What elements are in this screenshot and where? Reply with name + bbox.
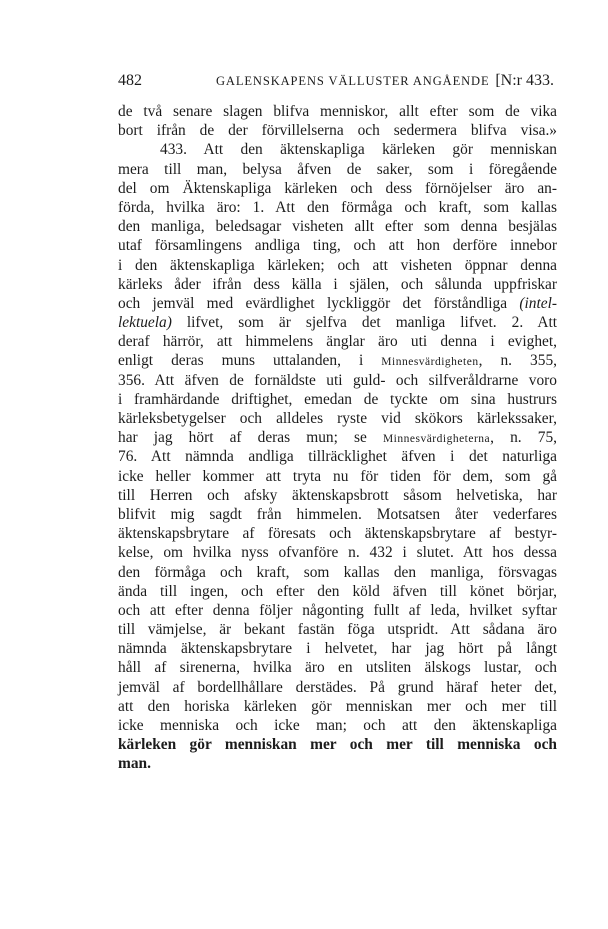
section-433-heading-line: 433. Att den äktenskapliga kärleken gör menniskan (160, 141, 557, 159)
text-line: och att efter denna följer någonting fullt af leda, hvilket syftar (118, 601, 557, 619)
page-header (118, 72, 554, 92)
text-line: förda, hvilka äro: 1. Att den förmåga och kraft, som kallas (118, 198, 557, 216)
text-line: håll af sirenerna, hvilka äro en utsliten älskogs lustar, och (118, 659, 557, 677)
text-line (118, 428, 557, 447)
text-fragment: lifvet, som är sjelfva det manliga lifvet. 2. Att (186, 314, 557, 332)
text-line: blifvit mig sagdt från himmelen. Motsatsen åter vederfares (118, 505, 557, 523)
text-line: de två senare slagen blifva menniskor, allt efter som de vika (118, 103, 557, 120)
text-line: deraf härrör, att himmelens änglar äro uti denna i evighet, (118, 333, 557, 351)
text-line: icke menniska och icke man; och att den äktenskapliga (118, 717, 557, 734)
text-fragment: har jag hört af deras mun; se (118, 429, 367, 447)
conclusion-line: kärleken gör menniskan mer och mer till menniska och (118, 736, 557, 754)
text-fragment: och jemväl med evärdlighet lyckliggör det förståndliga (118, 294, 508, 312)
text-line: äktenskapsbrytare af föresats och äktenskapsbrytare af bestyr- (118, 525, 557, 543)
text-line: i den äktenskapliga kärleken; och att visheten öppnar denna (118, 256, 557, 274)
text-line: kärleks åder ifrån dess källa i själen, och sålunda uppfriskar (118, 275, 557, 293)
text-line: 356. Att äfven de fornäldste uti guld- och silfveråldrarne voro (118, 371, 557, 389)
text-fragment: , n. 355, (478, 352, 557, 370)
text-line (118, 313, 557, 332)
body-text (118, 102, 557, 774)
text-line: till Herren och afsky äktenskapsbrott såsom helvetiska, har (118, 486, 557, 504)
text-line: nämnda äktenskapsbrytare i helvetet, har jag hört på långt (118, 640, 557, 658)
text-line: mera till man, belysa åfven de saker, som i föregående (118, 160, 557, 178)
text-line: utaf församlingens andliga ting, och att hon derföre innebor (118, 237, 557, 255)
text-line: till vämjelse, är bekant fastän föga utspridt. Att sådana äro (118, 621, 557, 639)
page-number: 482 (118, 72, 142, 89)
cross-reference: Minnesvärdigheterna (382, 433, 491, 446)
text-line: den förmåga och kraft, som kallas den manliga, försvagas (118, 563, 557, 581)
conclusion-line: man. (118, 755, 151, 773)
italic-term: (intel- (519, 294, 557, 312)
text-line: kelse, om hvilka nyss ofvanföre n. 432 i slutet. Att hos dessa (118, 544, 557, 562)
italic-term: lektuela) (118, 314, 172, 332)
running-title: GALENSKAPENS VÄLLUSTER ANGÅENDE (216, 74, 490, 88)
text-line: jemväl af bordellhållare derstädes. På grund häraf heter det, (118, 678, 557, 696)
text-line: del om Äktenskapliga kärleken och dess förnöjelser äro an- (118, 179, 557, 197)
text-line: den manliga, beledsagar visheten allt efter som denna besjälas (118, 218, 557, 236)
text-line (118, 294, 557, 313)
text-fragment: enligt deras muns uttalanden, i (118, 352, 364, 370)
text-line: icke heller kommer att tryta nu för tiden för dem, som gå (118, 467, 557, 485)
text-line: kärleksbetygelser och alldeles ryste vid skökors kärlekssaker, (118, 410, 557, 427)
text-line: i framhärdande driftighet, emedan de tyckte om sina hustrurs (118, 390, 557, 408)
section-reference: [N:r 433. (495, 72, 554, 89)
cross-reference: Minnesvärdigheten (381, 356, 479, 369)
text-line: bort ifrån de der förvillelserna och sedermera blifva visa.» (118, 122, 557, 140)
text-line (118, 351, 557, 370)
text-line: 76. Att nämnda andliga tillräcklighet äfven i det naturliga (118, 448, 557, 466)
text-line: att den horiska kärleken gör menniskan mer och mer till (118, 697, 557, 715)
text-fragment: , n. 75, (490, 429, 558, 447)
text-line: ända till ingen, och efter den köld äfven till könet börjar, (118, 582, 557, 600)
